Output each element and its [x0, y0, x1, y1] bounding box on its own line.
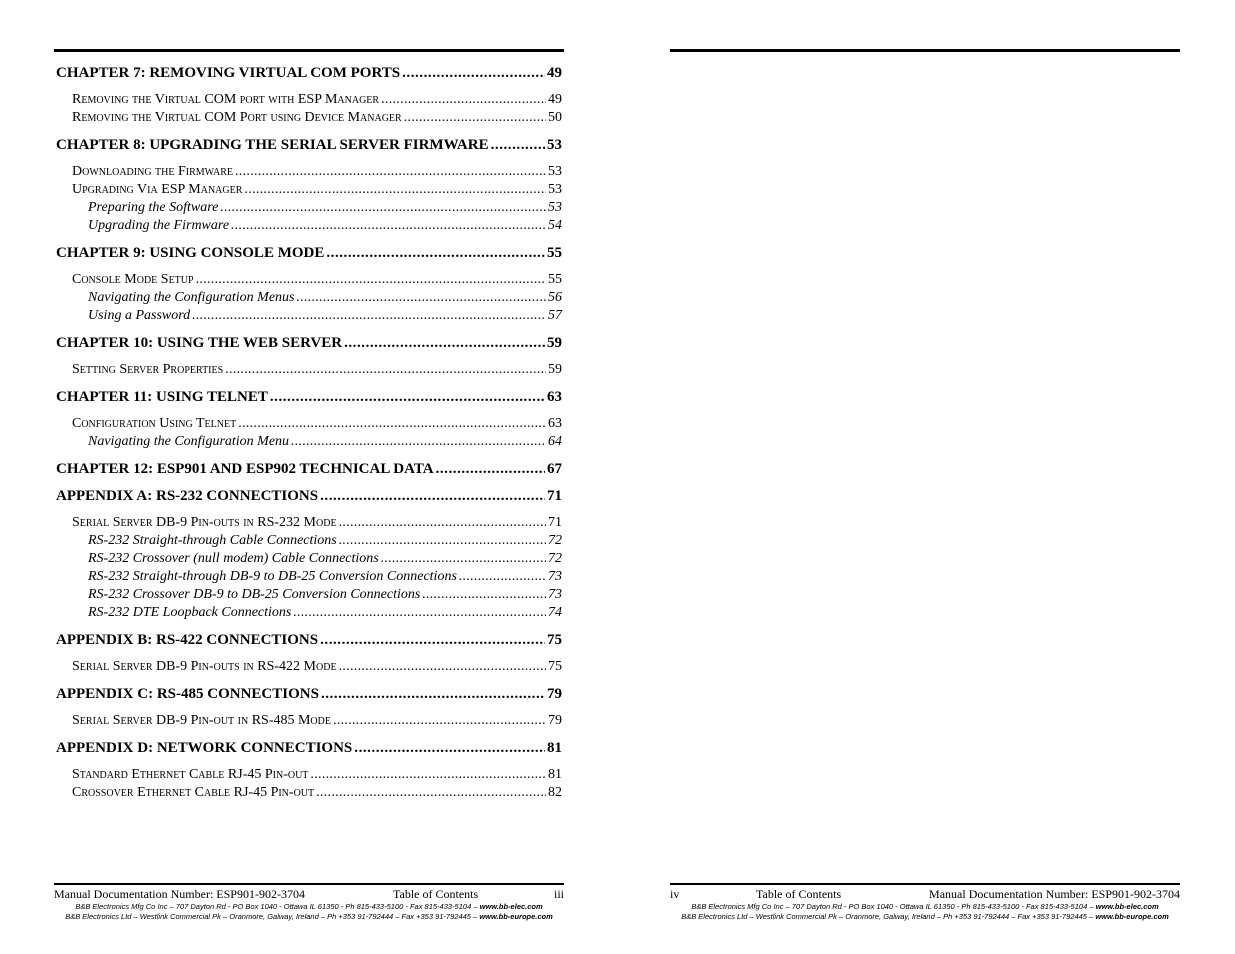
dot-leader — [344, 334, 545, 352]
toc-entry-label: Using a Password — [88, 308, 191, 323]
toc-entry-section[interactable] — [56, 784, 562, 802]
page-number: iv — [670, 887, 680, 901]
toc-entry-label: Standard Ethernet Cable RJ-45 Pin-out — [72, 767, 309, 782]
toc-entry-label: APPENDIX A: RS-232 CONNECTIONS — [56, 488, 319, 504]
toc-entry-page: 54 — [548, 218, 562, 233]
toc-entry-section[interactable] — [56, 181, 562, 199]
dot-leader — [459, 568, 546, 586]
toc-entry-section[interactable] — [56, 163, 562, 181]
toc-entry-page: 57 — [548, 308, 562, 323]
dot-leader — [326, 244, 545, 262]
page-footer — [54, 883, 564, 922]
toc-entry-page: 49 — [548, 92, 562, 107]
address-eu: B&B Electronics Ltd – Westlink Commercial Pk – Oranmore, Galway, Ireland – Ph +353 91-792444 – Fax +353 91-792445 – www.bb-europe.com — [681, 912, 1169, 921]
table-of-contents — [56, 64, 562, 802]
toc-entry-label: RS-232 Crossover (null modem) Cable Connections — [88, 551, 379, 566]
toc-entry-label: Setting Server Properties — [72, 362, 224, 377]
dot-leader — [402, 64, 545, 82]
toc-entry-chapter[interactable] — [56, 685, 562, 703]
dot-leader — [291, 433, 546, 451]
toc-entry-page: 53 — [548, 182, 562, 197]
doc-number: Manual Documentation Number: ESP901-902-3704 — [54, 887, 305, 901]
dot-leader — [491, 136, 545, 154]
toc-entry-page: 59 — [548, 362, 562, 377]
toc-entry-sub[interactable] — [56, 532, 562, 550]
toc-entry-label: RS-232 Straight-through DB-9 to DB-25 Conversion Connections — [88, 569, 457, 584]
dot-leader — [310, 766, 546, 784]
address-us: B&B Electronics Mfg Co Inc – 707 Dayton Rd - PO Box 1040 - Ottawa IL 61350 - Ph 815-433-5100 - Fax 815-433-5104 – www.bb-elec.com — [691, 902, 1159, 911]
toc-entry-chapter[interactable] — [56, 487, 562, 505]
toc-entry-sub[interactable] — [56, 568, 562, 586]
toc-entry-label: APPENDIX D: NETWORK CONNECTIONS — [56, 740, 353, 756]
toc-entry-chapter[interactable] — [56, 631, 562, 649]
toc-entry-page: 79 — [547, 686, 562, 702]
toc-entry-page: 55 — [547, 245, 562, 261]
toc-entry-page: 82 — [548, 785, 562, 800]
toc-entry-sub[interactable] — [56, 586, 562, 604]
toc-entry-page: 72 — [548, 551, 562, 566]
toc-entry-label: Preparing the Software — [88, 200, 219, 215]
top-rule — [54, 49, 564, 52]
top-rule — [670, 49, 1180, 52]
toc-entry-label: CHAPTER 7: REMOVING VIRTUAL COM PORTS — [56, 65, 401, 81]
dot-leader — [270, 388, 545, 406]
toc-entry-sub[interactable] — [56, 199, 562, 217]
toc-entry-sub[interactable] — [56, 550, 562, 568]
address-us: B&B Electronics Mfg Co Inc – 707 Dayton Rd - PO Box 1040 - Ottawa IL 61350 - Ph 815-433-5100 - Fax 815-433-5104 – www.bb-elec.com — [75, 902, 543, 911]
toc-entry-page: 59 — [547, 335, 562, 351]
toc-entry-sub[interactable] — [56, 604, 562, 622]
dot-leader — [196, 271, 546, 289]
dot-leader — [235, 163, 546, 181]
toc-entry-page: 56 — [548, 290, 562, 305]
toc-entry-page: 63 — [547, 389, 562, 405]
toc-entry-sub[interactable] — [56, 217, 562, 235]
toc-entry-page: 55 — [548, 272, 562, 287]
dot-leader — [316, 784, 546, 802]
toc-entry-page: 74 — [548, 605, 562, 620]
toc-entry-section[interactable] — [56, 658, 562, 676]
toc-entry-label: RS-232 Crossover DB-9 to DB-25 Conversion Connections — [88, 587, 421, 602]
toc-entry-page: 49 — [547, 65, 562, 81]
toc-entry-label: RS-232 Straight-through Cable Connections — [88, 533, 337, 548]
toc-entry-page: 81 — [547, 740, 562, 756]
dot-leader — [293, 604, 546, 622]
toc-entry-page: 64 — [548, 434, 562, 449]
toc-entry-page: 75 — [548, 659, 562, 674]
dot-leader — [320, 487, 545, 505]
toc-entry-page: 53 — [547, 137, 562, 153]
toc-entry-page: 71 — [548, 515, 562, 530]
toc-entry-section[interactable] — [56, 514, 562, 532]
toc-entry-section[interactable] — [56, 361, 562, 379]
dot-leader — [231, 217, 546, 235]
web-us-link[interactable]: www.bb-elec.com — [1095, 902, 1159, 911]
toc-entry-sub[interactable] — [56, 307, 562, 325]
toc-entry-page: 81 — [548, 767, 562, 782]
toc-entry-label: APPENDIX C: RS-485 CONNECTIONS — [56, 686, 319, 702]
toc-entry-label: CHAPTER 9: USING CONSOLE MODE — [56, 245, 325, 261]
dot-leader — [339, 532, 546, 550]
toc-entry-chapter[interactable] — [56, 334, 562, 352]
toc-entry-label: Navigating the Configuration Menus — [88, 290, 295, 305]
toc-entry-page: 79 — [548, 713, 562, 728]
footer-rule — [54, 883, 564, 885]
dot-leader — [339, 514, 546, 532]
footer-main-line — [670, 887, 1180, 902]
dot-leader — [436, 460, 545, 478]
right-page — [670, 0, 1184, 954]
toc-entry-chapter[interactable] — [56, 460, 562, 478]
toc-entry-label: Downloading the Firmware — [72, 164, 233, 179]
toc-entry-page: 67 — [547, 461, 562, 477]
toc-entry-page: 63 — [548, 416, 562, 431]
dot-leader — [381, 550, 546, 568]
dot-leader — [333, 712, 546, 730]
dot-leader — [220, 199, 546, 217]
dot-leader — [238, 415, 546, 433]
toc-entry-label: Serial Server DB-9 Pin-outs in RS-422 Mode — [72, 659, 337, 674]
dot-leader — [354, 739, 545, 757]
toc-entry-label: Console Mode Setup — [72, 272, 194, 287]
toc-entry-label: Crossover Ethernet Cable RJ-45 Pin-out — [72, 785, 315, 800]
toc-entry-chapter[interactable] — [56, 388, 562, 406]
toc-entry-sub[interactable] — [56, 433, 562, 451]
toc-entry-page: 53 — [548, 200, 562, 215]
toc-entry-section[interactable] — [56, 91, 562, 109]
toc-entry-label: Navigating the Configuration Menu — [88, 434, 290, 449]
toc-entry-label: Removing the Virtual COM port with ESP Manager — [72, 92, 380, 107]
web-us-link[interactable]: www.bb-elec.com — [479, 902, 543, 911]
toc-entry-page: 53 — [548, 164, 562, 179]
toc-entry-label: Upgrading Via ESP Manager — [72, 182, 243, 197]
page-number: iii — [553, 887, 564, 901]
toc-entry-page: 73 — [548, 569, 562, 584]
doc-number: Manual Documentation Number: ESP901-902-3704 — [929, 887, 1180, 901]
dot-leader — [297, 289, 547, 307]
toc-entry-label: CHAPTER 12: ESP901 AND ESP902 TECHNICAL DATA — [56, 461, 434, 477]
dot-leader — [422, 586, 546, 604]
toc-entry-label: RS-232 DTE Loopback Connections — [88, 605, 292, 620]
toc-entry-label: Serial Server DB-9 Pin-out in RS-485 Mode — [72, 713, 331, 728]
toc-entry-chapter[interactable] — [56, 739, 562, 757]
toc-entry-page: 75 — [547, 632, 562, 648]
dot-leader — [192, 307, 546, 325]
toc-entry-section[interactable] — [56, 271, 562, 289]
address-eu: B&B Electronics Ltd – Westlink Commercial Pk – Oranmore, Galway, Ireland – Ph +353 91-792444 – Fax +353 91-792445 – www.bb-europe.com — [65, 912, 553, 921]
footer-section: Table of Contents — [393, 887, 479, 901]
dot-leader — [320, 631, 545, 649]
dot-leader — [404, 109, 546, 127]
toc-entry-chapter[interactable] — [56, 244, 562, 262]
toc-entry-section[interactable] — [56, 712, 562, 730]
left-page — [54, 0, 568, 954]
toc-entry-label: Removing the Virtual COM Port using Device Manager — [72, 110, 402, 125]
dot-leader — [339, 658, 546, 676]
dot-leader — [225, 361, 546, 379]
toc-entry-chapter[interactable] — [56, 136, 562, 154]
toc-entry-sub[interactable] — [56, 289, 562, 307]
toc-entry-section[interactable] — [56, 415, 562, 433]
dot-leader — [381, 91, 546, 109]
dot-leader — [321, 685, 545, 703]
toc-entry-label: Configuration Using Telnet — [72, 416, 237, 431]
web-eu-link[interactable]: www.bb-europe.com — [479, 912, 553, 921]
toc-entry-label: CHAPTER 10: USING THE WEB SERVER — [56, 335, 343, 351]
footer-rule — [670, 883, 1180, 885]
toc-entry-label: Serial Server DB-9 Pin-outs in RS-232 Mode — [72, 515, 337, 530]
toc-entry-section[interactable] — [56, 766, 562, 784]
toc-entry-label: APPENDIX B: RS-422 CONNECTIONS — [56, 632, 319, 648]
toc-entry-page: 71 — [547, 488, 562, 504]
footer-section: Table of Contents — [756, 887, 842, 901]
toc-entry-label: CHAPTER 8: UPGRADING THE SERIAL SERVER FIRMWARE — [56, 137, 489, 153]
toc-entry-label: CHAPTER 11: USING TELNET — [56, 389, 268, 405]
web-eu-link[interactable]: www.bb-europe.com — [1095, 912, 1169, 921]
footer-main-line — [54, 887, 564, 902]
toc-entry-page: 72 — [548, 533, 562, 548]
toc-entry-chapter[interactable] — [56, 64, 562, 82]
toc-entry-page: 50 — [548, 110, 562, 125]
toc-entry-section[interactable] — [56, 109, 562, 127]
toc-entry-page: 73 — [548, 587, 562, 602]
toc-entry-label: Upgrading the Firmware — [88, 218, 230, 233]
page-footer — [670, 883, 1180, 922]
dot-leader — [244, 181, 546, 199]
